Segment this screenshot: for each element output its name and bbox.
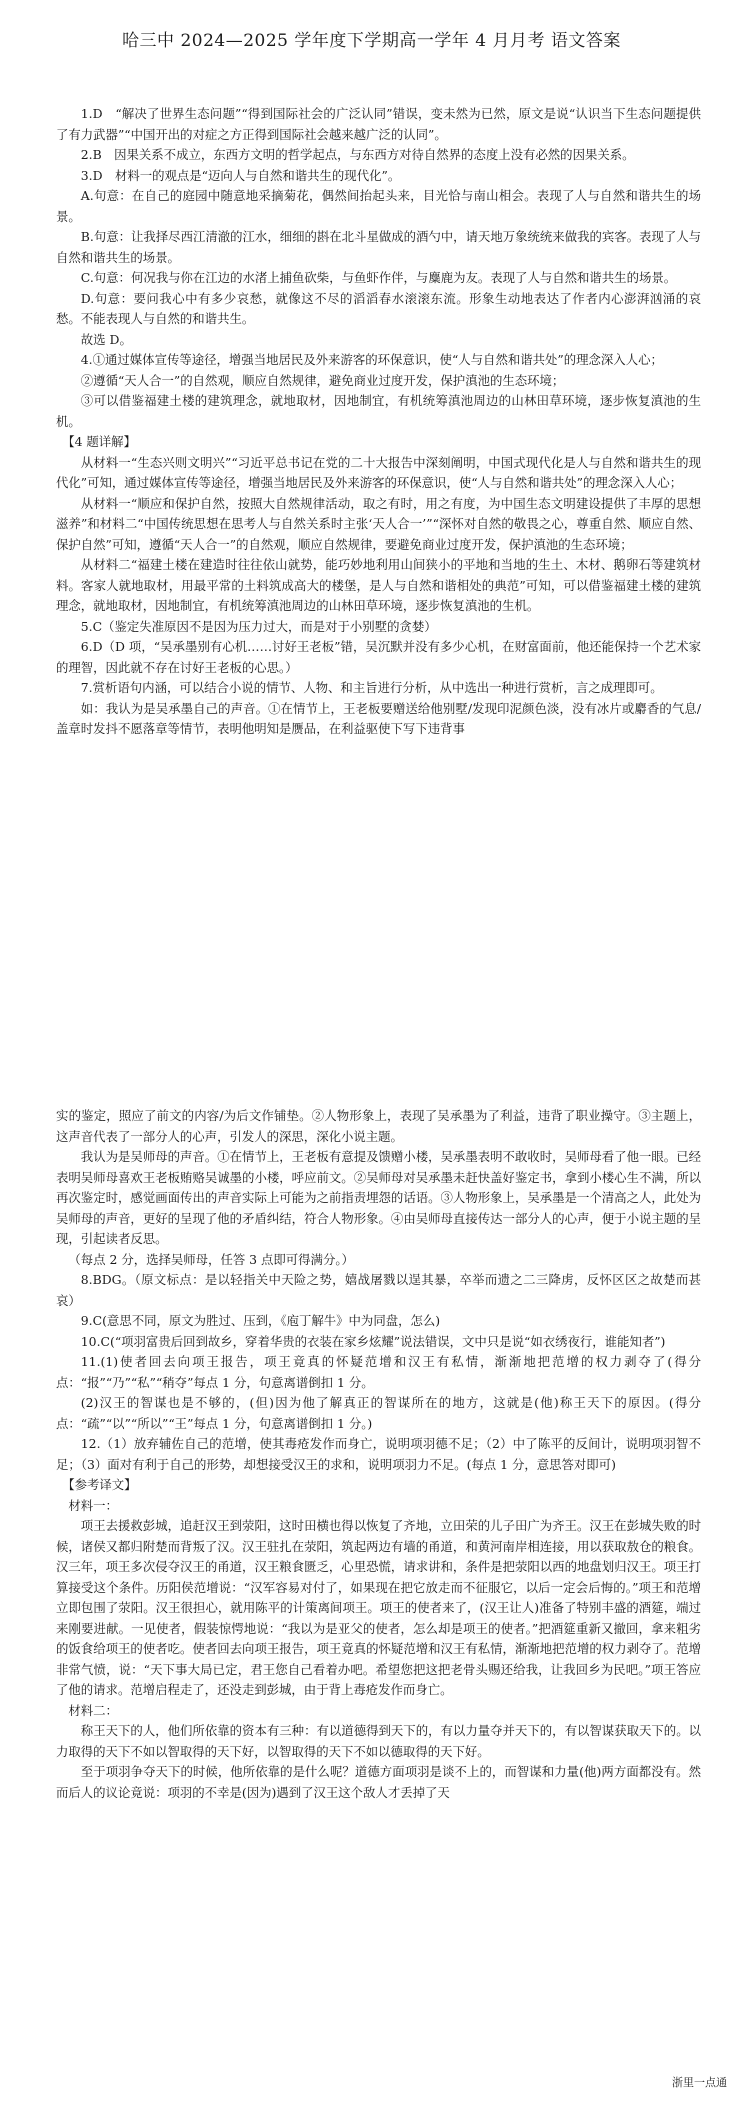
paragraph: 12.（1）放弃辅佐自己的范增，使其毒疮发作而身亡，说明项羽德不足；（2）中了陈平的反间计，说明项羽智不足；（3）面对有利于自己的形势，却想接受汉王的求和，说明项羽力不足。(每点 1 分，意思答对即可) [56,1436,701,1472]
paragraph: 项王去援救彭城，追赶汉王到荥阳，这时田横也得以恢复了齐地，立田荣的儿子田广为齐王。汉王在彭城失败的时候，诸侯又都归附楚而背叛了汉。汉王驻扎在荥阳，筑起两边有墙的甬道，和黄河南岸相连接，用以获取敖仓的粮食。汉三年，项王多次侵夺汉王的甬道，汉王粮食匮乏，心里恐慌，请求讲和，条件是把荥阳以西的地盘划归汉王。项王打算接受这个条件。历阳侯范增说：“汉军容易对付了，如果现在把它放走而不征服它，以后一定会后悔的。”项王和范增立即包围了荥阳。汉王很担心，就用陈平的计策离间项王。项王的使者来了，(汉王让人)准备了特别丰盛的酒筵，端过来刚要进献。一见使者，假装惊愕地说：“我以为是亚父的使者，怎么却是项王的使者。”把酒筵重新又撤回，拿来粗劣的饭食给项王的使者吃。使者回去向项王报告，项王竟真的怀疑范增和汉王有私情，渐渐地把范增的权力剥夺了。范增非常气愤，说：“天下事大局已定，君王您自己看着办吧。希望您把这把老骨头赐还给我，让我回乡为民吧。”项王答应了他的请求。范增启程走了，还没走到彭城，由于背上毒疮发作而身亡。 [56,1518,701,1697]
paragraph: 我认为是吴师母的声音。①在情节上，王老板有意提及馈赠小楼，吴承墨表明不敢收时，吴师母看了他一眼。已经表明吴师母喜欢王老板贿赂吴诚墨的小楼，呼应前文。②吴师母对吴承墨未赶快盖好鉴定书，拿到小楼心生不满，所以再次鉴定时，感觉画面传出的声音实际上可能为之前指责埋怨的话语。③人物形象上，吴承墨是一个清高之人，此处为吴师母的声音，更好的呈现了他的矛盾纠结，符合人物形象。④由吴师母直接传达一部分人的心声，便于小说主题的呈现，引起读者反思。 [56,1149,701,1246]
paragraph: D.句意：要问我心中有多少哀愁，就像这不尽的滔滔春水滚滚东流。形象生动地表达了作者内心澎湃汹涌的哀愁。不能表现人与自然的和谐共生。 [56,290,701,326]
paragraph: 10.C(“项羽富贵后回到故乡，穿着华贵的衣装在家乡炫耀”说法错误，文中只是说“如衣绣夜行，谁能知者”) [80,1333,666,1349]
paragraph: 故选 D。 [80,331,132,347]
paragraph: 4.①通过媒体宣传等途径，增强当地居民及外来游客的环保意识，使“人与自然和谐共处”的理念深入人心； [80,352,663,367]
paragraph: 从材料一“生态兴则文明兴”“习近平总书记在党的二十大报告中深刻阐明，中国式现代化是人与自然和谐共生的现代化”可知，通过媒体宣传等途径，增强当地居民及外来游客的环保意识，使“人与自然和谐共处”的理念深入人心； [56,454,701,490]
paragraph: 11.(1)使者回去向项王报告，项王竟真的怀疑范增和汉王有私情，渐渐地把范增的权力剥夺了(得分点：“报”“乃”“私”“稍夺”每点 1 分，句意离谱倒扣 1 分。 [56,1354,701,1390]
paragraph: 从材料一“顺应和保护自然，按照大自然规律活动，取之有时，用之有度，为中国生态文明建设提供了丰厚的思想滋养”和材料二“中国传统思想在思考人与自然关系时主张‘天人合一’”“深怀对自然的敬畏之心，尊重自然、顺应自然、保护自然”可知，遵循“天人合一”的自然观，顺应自然规律，要避免商业过度开发，保护滇池的生态环境； [56,495,701,552]
paragraph: 1.D “解决了世界生态问题”“得到国际社会的广泛认同”错误，变未然为已然，原文是说“认识当下生态问题提供了有力武器”“中国开出的对症之方正得到国际社会越来越广泛的认同”。 [56,106,701,142]
paragraph: 2.B 因果关系不成立，东西方文明的哲学起点，与东西方对待自然界的态度上没有必然的因果关系。 [80,147,635,162]
paragraph: 如：我认为是吴承墨自己的声音。①在情节上，王老板要赠送给他别墅/发现印泥颜色淡，没有冰片或麝香的气息/盖章时发抖不愿落章等情节，表明他明知是赝品，在利益驱使下写下违背事 [56,700,701,736]
paragraph: 实的鉴定，照应了前文的内容/为后文作铺垫。②人物形象上，表现了吴承墨为了利益，违背了职业操守。③主题上，这声音代表了一部分人的心声，引发人的深思，深化小说主题。 [56,1108,701,1144]
paragraph: 材料一： [68,1497,118,1513]
paragraph: 至于项羽争夺天下的时候，他所依靠的是什么呢？道德方面项羽是谈不上的，而智谋和力量(他)两方面都没有。然而后人的议论竟说：项羽的不幸是(因为)遇到了汉王这个敌人才丢掉了天 [56,1764,701,1800]
paragraph: 5.C（鉴定失准原因不是因为压力过大，而是对于小别墅的贪婪） [80,618,437,634]
paragraph: 6.D（D 项，“吴承墨别有心机……讨好王老板”错，吴沉默并没有多少心机，在财富面前，他还能保持一个艺术家的理智，因此就不存在讨好王老板的心思。） [56,639,701,675]
paragraph: （每点 2 分，选择吴师母，任答 3 点即可得满分。） [68,1251,354,1267]
paragraph: B.句意：让我择尽西江清澈的江水，细细的斟在北斗星做成的酒勺中，请天地万象统统来做我的宾客。表现了人与自然和谐共生的场景。 [56,229,701,265]
paragraph: 7.赏析语句内涵，可以结合小说的情节、人物、和主旨进行分析，从中选出一种进行赏析，言之成理即可。 [80,680,663,695]
page-title: 哈三中 2024—2025 学年度下学期高一学年 4 月月考 语文答案 [122,31,621,51]
paragraph: ②遵循“天人合一”的自然观，顺应自然规律，避免商业过度开发，保护滇池的生态环境； [80,372,565,388]
paragraph: ③可以借鉴福建土楼的建筑理念，就地取材，因地制宜，有机统筹滇池周边的山林田草环境，逐步恢复滇池的生机。 [56,393,701,429]
paragraph: A.句意：在自己的庭园中随意地采摘菊花，偶然间抬起头来，目光恰与南山相会。表现了人与自然和谐共生的场景。 [56,188,701,224]
watermark: 浙里一点通 [672,2076,727,2089]
paragraph: 9.C(意思不同，原文为胜过、压到，《庖丁解牛》中为同盘，怎么) [80,1313,441,1328]
paragraph: 材料二： [68,1702,118,1718]
answer-section-bottom [56,1106,701,1803]
paragraph: 【参考译文】 [62,1477,137,1492]
paragraph: 称王天下的人，他们所依靠的资本有三种：有以道德得到天下的，有以力量夺并天下的，有以智谋获取天下的。以力取得的天下不如以智取得的天下好，以智取得的天下不如以德取得的天下好。 [56,1723,701,1759]
answer-section-top [56,104,701,740]
paragraph: 8.BDG。（原文标点：是以轻指关中天险之势，嬉战屠戮以逞其暴，卒举而遗之二三降虏，反怀区区之故楚而甚哀） [56,1272,701,1308]
paragraph: 【4 题详解】 [62,434,136,449]
paragraph: 3.D 材料一的观点是“迈向人与自然和谐共生的现代化”。 [80,167,401,183]
paragraph: 从材料二“福建土楼在建造时往往依山就势，能巧妙地利用山间狭小的平地和当地的生土、木材、鹅卵石等建筑材料。客家人就地取材，用最平常的土料筑成高大的楼堡，是人与自然和谐相处的典范”可知，可以借鉴福建土楼的建筑理念，就地取材，因地制宜，有机统筹滇池周边的山林田草环境，逐步恢复滇池的生机。 [56,557,701,613]
paragraph: C.句意：何况我与你在江边的水渚上捕鱼砍柴，与鱼虾作伴，与麋鹿为友。表现了人与自然和谐共生的场景。 [80,270,677,285]
paragraph: (2)汉王的智谋也是不够的，(但)因为他了解真正的智谋所在的地方，这就是(他)称王天下的原因。(得分点：“疏”“以”“所以”“王”每点 1 分，句意离谱倒扣 1 分。) [56,1395,701,1431]
